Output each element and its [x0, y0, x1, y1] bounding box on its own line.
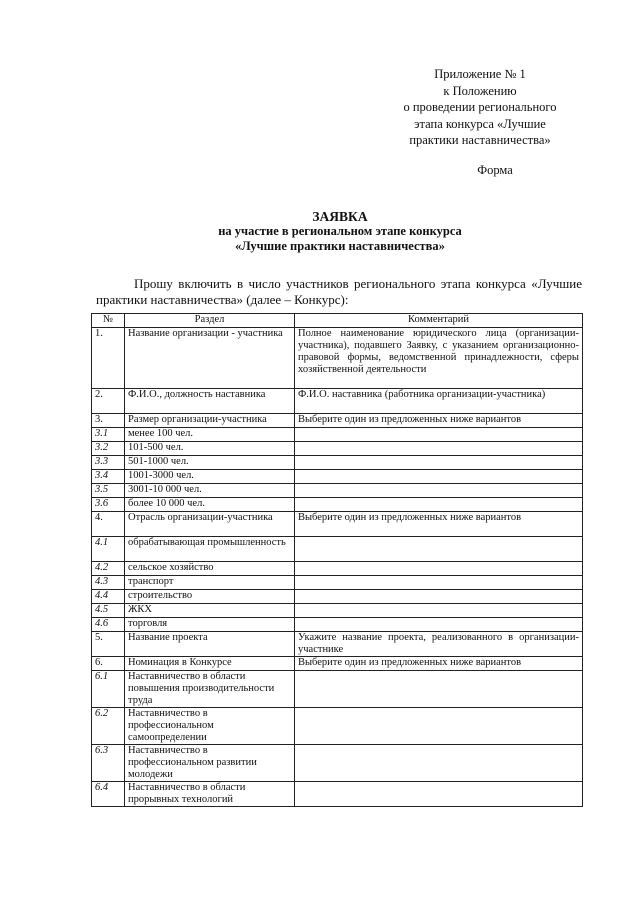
- row-section: Наставничество в области прорывных технологий: [125, 782, 295, 807]
- row-section: 101-500 чел.: [125, 442, 295, 456]
- row-section: Название проекта: [125, 632, 295, 657]
- row-num: 3.2: [92, 442, 125, 456]
- table-row: [92, 328, 583, 389]
- intro-text: Прошу включить в число участников регионального этапа конкурса «Лучшие практики наставничества» (далее – Конкурс):: [96, 276, 582, 307]
- row-num: 6.4: [92, 782, 125, 807]
- table-row: [92, 389, 583, 414]
- table-row: [92, 498, 583, 512]
- row-num: 4.3: [92, 576, 125, 590]
- row-num: 4.: [92, 512, 125, 537]
- document-title: [100, 209, 580, 254]
- row-section: торговля: [125, 618, 295, 632]
- row-num: 6.1: [92, 671, 125, 708]
- row-section: 501-1000 чел.: [125, 456, 295, 470]
- table-row: [92, 537, 583, 562]
- form-label: Форма: [477, 163, 513, 177]
- header-comment: Комментарий: [295, 314, 583, 328]
- table-row: [92, 590, 583, 604]
- appendix-line: Приложение № 1: [434, 67, 526, 81]
- row-comment[interactable]: [295, 562, 583, 576]
- row-comment[interactable]: [295, 590, 583, 604]
- row-section: Отрасль организации-участника: [125, 512, 295, 537]
- table-row: [92, 456, 583, 470]
- row-comment[interactable]: [295, 671, 583, 708]
- row-num: 3.1: [92, 428, 125, 442]
- appendix-line: практики наставничества»: [409, 133, 551, 147]
- row-num: 4.2: [92, 562, 125, 576]
- row-comment[interactable]: [295, 782, 583, 807]
- row-section: Наставничество в области повышения производительности труда: [125, 671, 295, 708]
- row-comment[interactable]: [295, 470, 583, 484]
- row-comment: Ф.И.О. наставника (работника организации-участника): [295, 389, 583, 414]
- table-row: [92, 618, 583, 632]
- row-num: 3.5: [92, 484, 125, 498]
- table-header-row: [92, 314, 583, 328]
- row-section: 1001-3000 чел.: [125, 470, 295, 484]
- table-row: [92, 745, 583, 782]
- table-row: [92, 604, 583, 618]
- row-num: 3.: [92, 414, 125, 428]
- row-section: обрабатывающая промышленность: [125, 537, 295, 562]
- row-comment: Полное наименование юридического лица (организации-участника), подавшего Заявку, с указанием организационно-правовой формы, ведомственной принадлежности, сферы хозяйственной деятельности: [295, 328, 583, 389]
- row-comment[interactable]: [295, 456, 583, 470]
- appendix-line: к Положению: [443, 83, 517, 98]
- row-comment[interactable]: [295, 708, 583, 745]
- table-row: [92, 782, 583, 807]
- row-num: 2.: [92, 389, 125, 414]
- row-section: Наставничество в профессиональном развитии молодежи: [125, 745, 295, 782]
- intro-paragraph: [96, 276, 582, 307]
- appendix-reference: [360, 66, 600, 149]
- table-row: [92, 576, 583, 590]
- row-comment: Укажите название проекта, реализованного в организации-участнике: [295, 632, 583, 657]
- table-row: [92, 657, 583, 671]
- row-num: 4.1: [92, 537, 125, 562]
- table-row: [92, 442, 583, 456]
- title-line: ЗАЯВКА: [312, 209, 368, 224]
- row-num: 1.: [92, 328, 125, 389]
- row-num: 4.4: [92, 590, 125, 604]
- row-comment[interactable]: [295, 604, 583, 618]
- row-num: 6.2: [92, 708, 125, 745]
- row-section: строительство: [125, 590, 295, 604]
- row-num: 5.: [92, 632, 125, 657]
- row-comment[interactable]: [295, 484, 583, 498]
- row-comment: Выберите один из предложенных ниже вариантов: [295, 512, 583, 537]
- row-comment[interactable]: [295, 537, 583, 562]
- row-section: Название организации - участника: [125, 328, 295, 389]
- table-row: [92, 414, 583, 428]
- row-section: ЖКХ: [125, 604, 295, 618]
- row-comment[interactable]: [295, 618, 583, 632]
- row-section: сельское хозяйство: [125, 562, 295, 576]
- row-section: транспорт: [125, 576, 295, 590]
- row-section: менее 100 чел.: [125, 428, 295, 442]
- row-section: Номинация в Конкурсе: [125, 657, 295, 671]
- row-num: 6.: [92, 657, 125, 671]
- table-row: [92, 512, 583, 537]
- row-num: 3.6: [92, 498, 125, 512]
- row-comment: Выберите один из предложенных ниже вариантов: [295, 657, 583, 671]
- row-comment[interactable]: [295, 428, 583, 442]
- row-section: Размер организации-участника: [125, 414, 295, 428]
- application-table: [91, 313, 583, 807]
- row-num: 3.3: [92, 456, 125, 470]
- row-comment: Выберите один из предложенных ниже вариантов: [295, 414, 583, 428]
- header-section: Раздел: [125, 314, 295, 328]
- row-section: 3001-10 000 чел.: [125, 484, 295, 498]
- table-row: [92, 428, 583, 442]
- row-num: 4.6: [92, 618, 125, 632]
- row-section: Ф.И.О., должность наставника: [125, 389, 295, 414]
- row-num: 4.5: [92, 604, 125, 618]
- row-section: Наставничество в профессиональном самоопределении: [125, 708, 295, 745]
- appendix-line: этапа конкурса «Лучшие: [414, 116, 546, 131]
- title-line: на участие в региональном этапе конкурса: [218, 224, 462, 238]
- row-num: 6.3: [92, 745, 125, 782]
- row-comment[interactable]: [295, 745, 583, 782]
- table-row: [92, 470, 583, 484]
- table-row: [92, 708, 583, 745]
- table-row: [92, 484, 583, 498]
- table-row: [92, 632, 583, 657]
- table-row: [92, 671, 583, 708]
- title-line: «Лучшие практики наставничества»: [235, 239, 445, 253]
- row-comment[interactable]: [295, 442, 583, 456]
- row-comment[interactable]: [295, 576, 583, 590]
- row-section: более 10 000 чел.: [125, 498, 295, 512]
- table-row: [92, 562, 583, 576]
- appendix-line: о проведении регионального: [403, 100, 557, 114]
- row-num: 3.4: [92, 470, 125, 484]
- header-num: №: [92, 314, 125, 328]
- row-comment[interactable]: [295, 498, 583, 512]
